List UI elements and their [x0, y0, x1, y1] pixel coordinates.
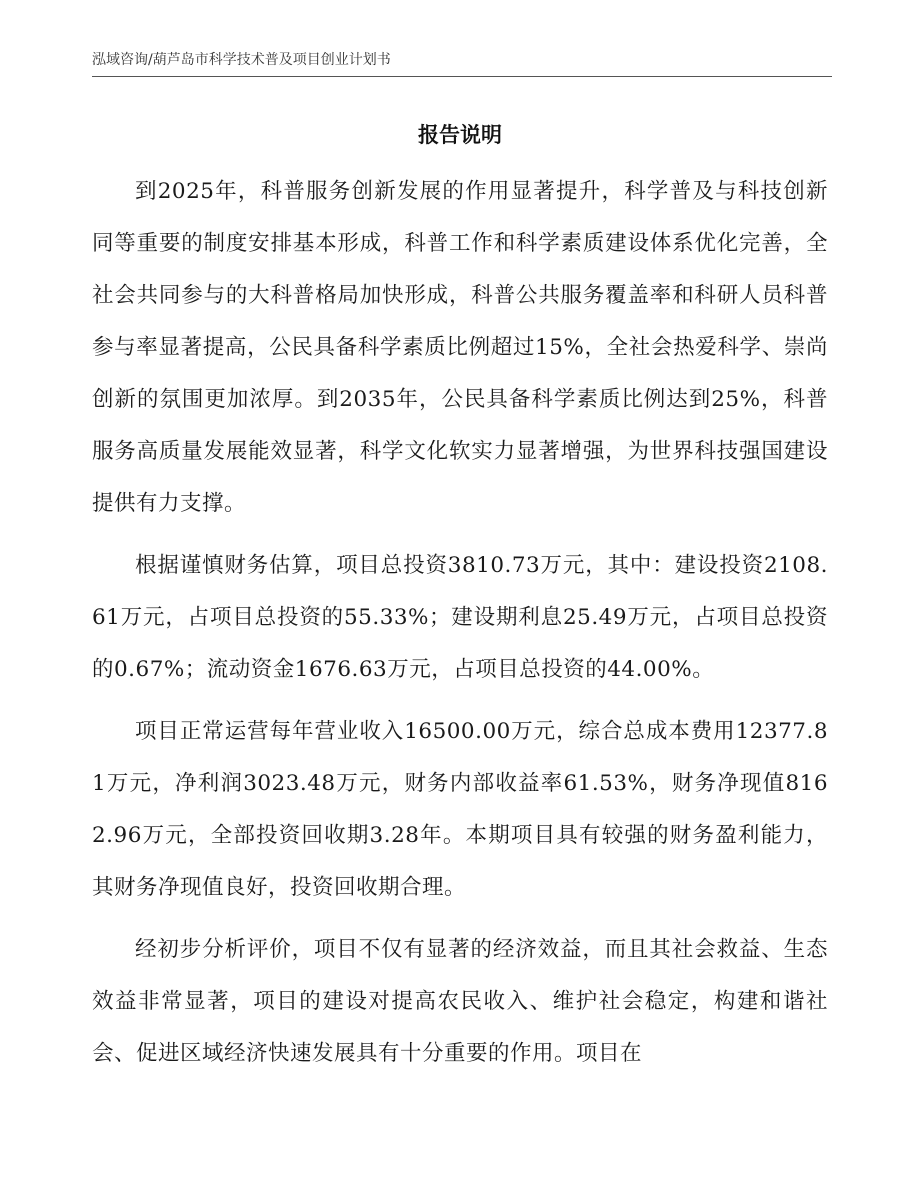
- report-body: [92, 166, 828, 1090]
- report-title: 报告说明: [418, 123, 502, 147]
- paragraph-science-goals: 到2025年，科普服务创新发展的作用显著提升，科学普及与科技创新同等重要的制度安排基本形成，科普工作和科学素质建设体系优化完善，全社会共同参与的大科普格局加快形成，科普公共服务覆盖率和科研人员科普参与率显著提高，公民具备科学素质比例超过15%，全社会热爱科学、崇尚创新的氛围更加浓厚。到2035年，公民具备科学素质比例达到25%，科普服务高质量发展能效显著，科学文化软实力显著增强，为世界科技强国建设提供有力支撑。: [92, 179, 828, 516]
- paragraph-investment: 根据谨慎财务估算，项目总投资3810.73万元，其中：建设投资2108.61万元，占项目总投资的55.33%；建设期利息25.49万元，占项目总投资的0.67%；流动资金1676.63万元，占项目总投资的44.00%。: [92, 553, 828, 682]
- paragraph-evaluation: 经初步分析评价，项目不仅有显著的经济效益，而且其社会救益、生态效益非常显著，项目的建设对提高农民收入、维护社会稳定，构建和谐社会、促进区域经济快速发展具有十分重要的作用。项目在: [92, 937, 828, 1066]
- paragraph-financials: 项目正常运营每年营业收入16500.00万元，综合总成本费用12377.81万元，净利润3023.48万元，财务内部收益率61.53%，财务净现值8162.96万元，全部投资回收期3.28年。本期项目具有较强的财务盈利能力，其财务净现值良好，投资回收期合理。: [92, 719, 828, 900]
- running-header: 泓域咨询/葫芦岛市科学技术普及项目创业计划书: [92, 50, 832, 77]
